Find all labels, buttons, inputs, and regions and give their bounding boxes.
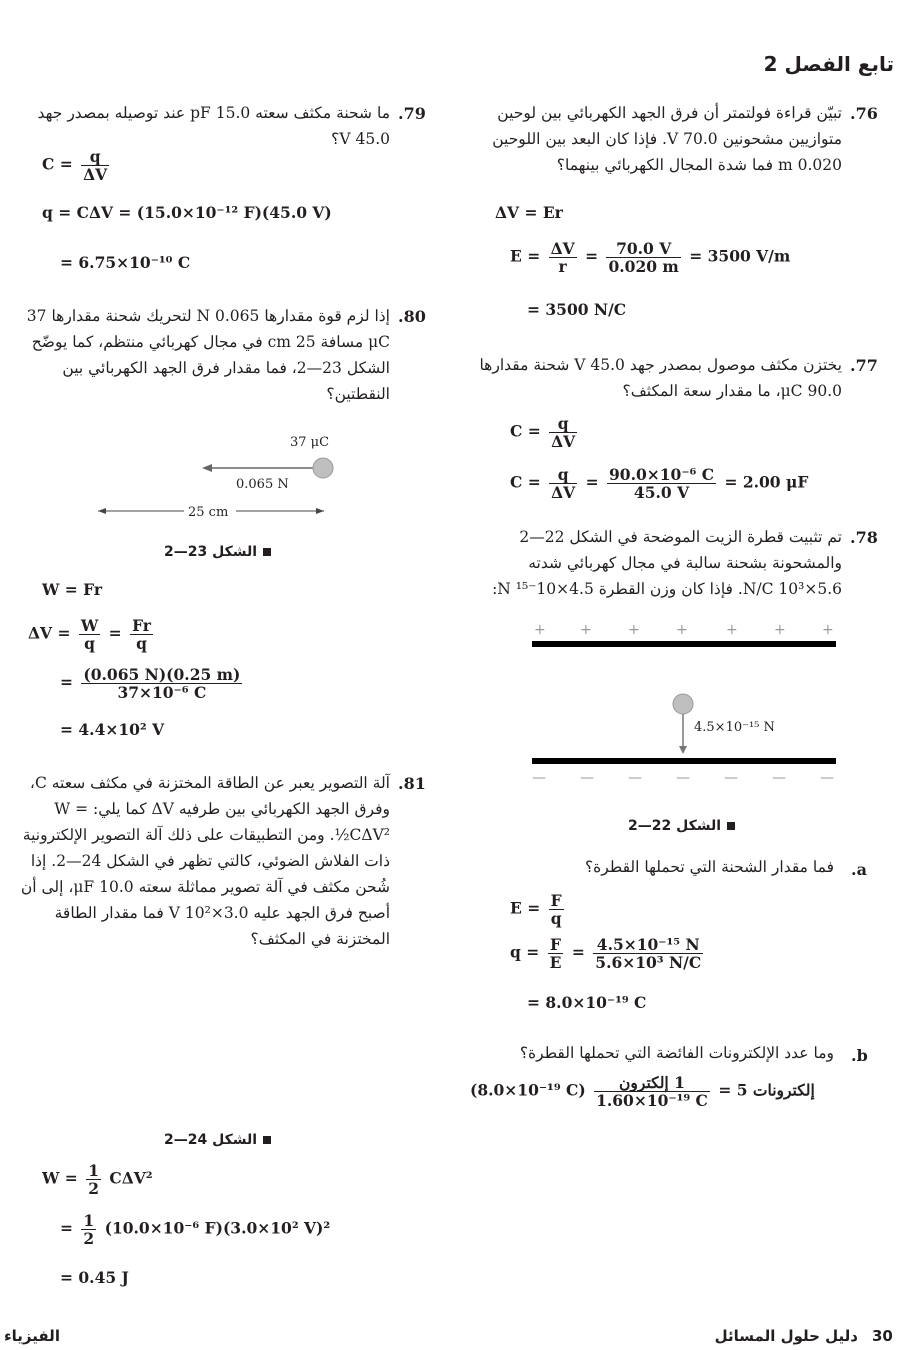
- problem-text: تم تثبيت قطرة الزيت الموضحة في الشكل 22—2 والمشحونة بشحنة سالبة في مجال كهربائي شدته 5.6×10³ N/C. فإذا كان وزن القطرة 4.5×10⁻¹⁵ N:: [492, 528, 842, 598]
- equation: = 4.4×10² V: [60, 720, 165, 739]
- part-label: .b: [851, 1046, 868, 1065]
- force-label: 4.5×10⁻¹⁵ N: [694, 720, 775, 735]
- equation: = $\frac{1}{2}$ (10.0×10⁻⁶ F)(3.0×10² V)²: [60, 1211, 331, 1248]
- plus-sign: +: [774, 622, 786, 638]
- positive-plate: [532, 641, 836, 647]
- equation: ΔV = $\frac{W}{q}$ = $\frac{Fr}{q}$: [28, 616, 151, 653]
- oil-drop-figure: [530, 618, 840, 788]
- minus-sign: —: [628, 770, 642, 786]
- equation: W = Fr: [42, 580, 103, 599]
- minus-sign: —: [820, 770, 834, 786]
- subject-title: الفيزياء: [4, 1327, 60, 1345]
- equation: C = $\frac{q}{\Delta V}$ = $\frac{\text{90.0×10⁻⁶ C}}{45.0 V}$ = 2.00 μF: [510, 465, 809, 502]
- part-text: فما مقدار الشحنة التي تحملها القطرة؟: [584, 858, 834, 876]
- plus-sign: +: [676, 622, 688, 638]
- figure-caption: الشكل 22—2: [628, 818, 735, 834]
- part-text: وما عدد الإلكترونات الفائضة التي تحملها القطرة؟: [519, 1044, 834, 1062]
- minus-sign: —: [772, 770, 786, 786]
- problem-number: .80: [398, 307, 426, 326]
- problem-number: .77: [850, 356, 878, 375]
- charge-label: 37 μC: [290, 435, 330, 450]
- problem-number: .81: [398, 774, 426, 793]
- equation: C = $\frac{q}{\Delta V}$: [510, 414, 576, 451]
- minus-sign: —: [580, 770, 594, 786]
- equation: C = $\frac{q}{\Delta V}$: [42, 147, 108, 184]
- equation: = $\frac{(0.065 N)(0.25 m)}{\text{37×10⁻⁶ C}}$: [60, 665, 241, 702]
- equation: = 3500 N/C: [527, 300, 627, 319]
- force-label: 0.065 N: [236, 477, 289, 492]
- problem-text: ما شحنة مكثف سعته 15.0 pF عند توصيله بمصدر جهد 45.0 V؟: [37, 104, 390, 148]
- equation: q = CΔV = (15.0×10⁻¹² F)(45.0 V): [42, 203, 332, 222]
- oil-drop: [673, 694, 693, 714]
- equation: W = $\frac{1}{2}$ CΔV²: [42, 1161, 153, 1198]
- book-title: دليل حلول المسائل: [714, 1327, 858, 1345]
- plus-sign: +: [726, 622, 738, 638]
- minus-sign: —: [676, 770, 690, 786]
- problem-text: تبيّن قراءة فولتمتر أن فرق الجهد الكهربائي بين لوحين متوازيين مشحونين 70.0 V. فإذا كان البعد بين اللوحين 0.020 m فما شدة المجال الكهربائي بينهما؟: [492, 104, 842, 174]
- equation: ΔV = Er: [495, 203, 563, 222]
- figure-caption: الشكل 23—2: [164, 544, 271, 560]
- problem-number: .79: [398, 104, 426, 123]
- equation: = 8.0×10⁻¹⁹ C: [527, 993, 647, 1012]
- charge-move-figure: [90, 428, 340, 528]
- charge-sphere: [313, 458, 333, 478]
- equation: E = $\frac{\Delta V}{r}$ = $\frac{70.0 V}{0.020 m}$ = 3500 V/m: [510, 239, 791, 276]
- minus-sign: —: [724, 770, 738, 786]
- equation: = 6.75×10⁻¹⁰ C: [60, 253, 191, 272]
- problem-number: .78: [850, 528, 878, 547]
- problem-text: آلة التصوير يعبر عن الطاقة المختزنة في مكثف سعته C، وفرق الجهد الكهربائي بين طرفيه ΔV كما يلي: W = ½CΔV². ومن التطبيقات على ذلك آلة التصوير الإلكترونية ذات الفلاش الضوئي، كالتي تظهر في الشكل 24—2. إذا شُحن مكثف في آلة تصوير مماثلة سعته 10.0 μF، إلى أن أصبح فرق الجهد عليه 3.0×10² V فما مقدار الطاقة المختزنة في المكثف؟: [20, 774, 390, 948]
- plus-sign: +: [580, 622, 592, 638]
- chapter-header: تابع الفصل 2: [763, 52, 894, 76]
- plus-sign: +: [822, 622, 834, 638]
- figure-caption: الشكل 24—2: [164, 1132, 271, 1148]
- plus-sign: +: [534, 622, 546, 638]
- part-label: .a: [851, 860, 867, 879]
- plus-sign: +: [628, 622, 640, 638]
- distance-label: 25 cm: [188, 505, 229, 520]
- minus-sign: —: [532, 770, 546, 786]
- equation: q = $\frac{F}{E}$ = $\frac{\text{4.5×10⁻¹⁵ N}}{\text{5.6×10³ N/C}}$: [510, 935, 702, 972]
- problem-number: .76: [850, 104, 878, 123]
- equation: = 0.45 J: [60, 1268, 129, 1287]
- problem-text: إذا لزم قوة مقدارها 0.065 N لتحريك شحنة مقدارها 37 μC مسافة 25 cm في مجال كهربائي منتظم، كما يوضّح الشكل 23—2، فما مقدار فرق الجهد الكهربائي بين النقطتين؟: [26, 307, 390, 403]
- negative-plate: [532, 758, 836, 764]
- page-number: 30: [872, 1327, 893, 1345]
- equation: (8.0×10⁻¹⁹ C) $\frac{\text{1 إلكترون}}{\text{1.60×10⁻¹⁹ C}}$ = 5 إلكترونات: [470, 1073, 815, 1110]
- problem-text: يختزن مكثف موصول بمصدر جهد 45.0 V شحنة مقدارها 90.0 μC، ما مقدار سعة المكثف؟: [479, 356, 842, 400]
- equation: E = $\frac{F}{q}$: [510, 891, 562, 928]
